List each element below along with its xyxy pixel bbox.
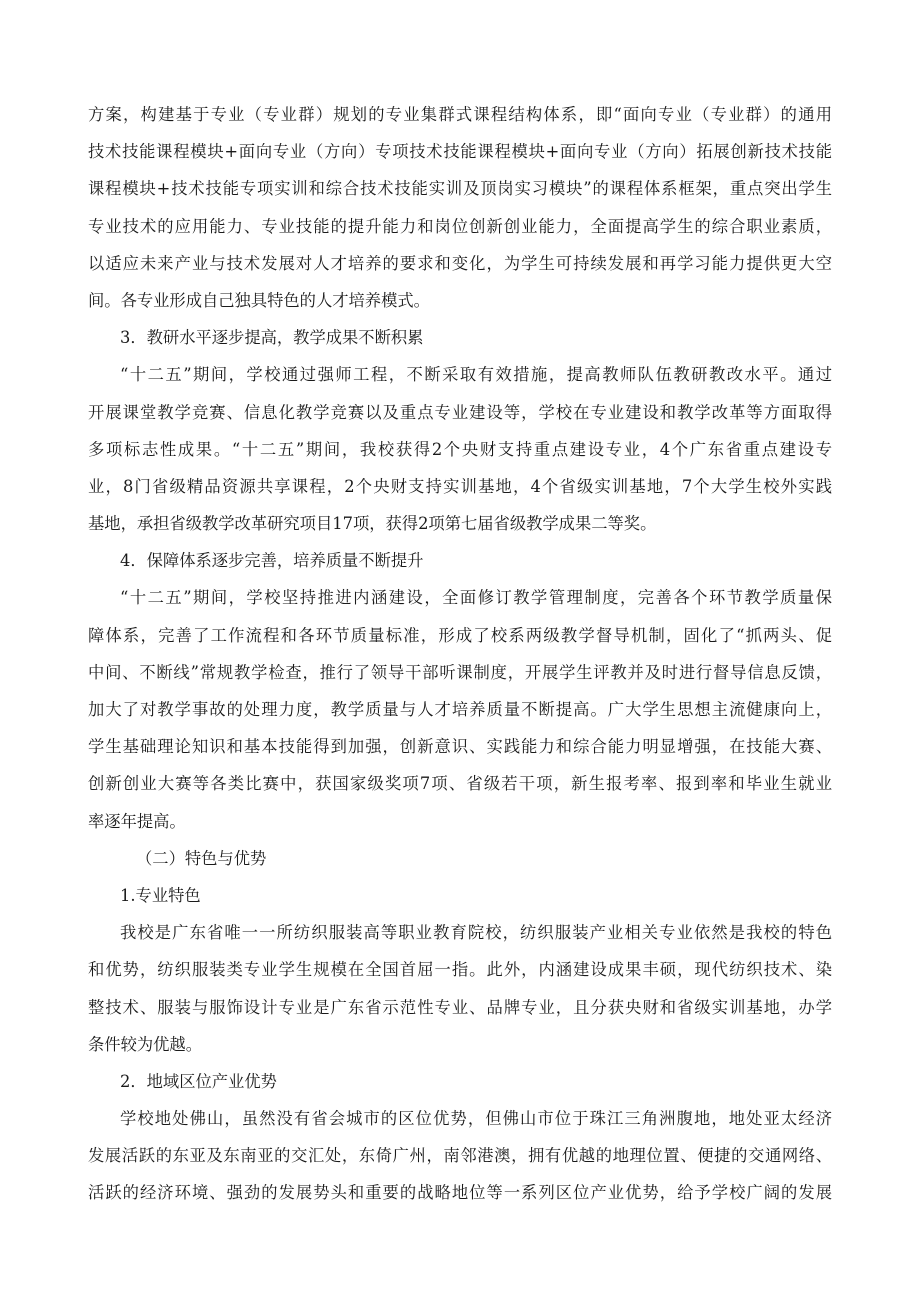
document-page	[88, 96, 832, 1212]
text-line: 加大了对教学事故的处理力度，教学质量与人才培养质量不断提高。广大学生思想主流健康向上，	[88, 700, 832, 719]
text-line: 障体系，完善了工作流程和各环节质量标准，形成了校系两级教学督导机制，固化了“抓两头、促	[88, 625, 832, 645]
section-heading: 3．教研水平逐步提高，教学成果不断积累	[120, 328, 424, 348]
text-line: 活跃的经济环境、强劲的发展势头和重要的战略地位等一系列区位产业优势，给予学校广阔的发展	[88, 1183, 832, 1203]
text-line: 专业技术的应用能力、专业技能的提升能力和岗位创新创业能力，全面提高学生的综合职业素质，	[88, 216, 832, 236]
text-line: 学校地处佛山，虽然没有省会城市的区位优势，但佛山市位于珠江三角洲腹地，地处亚太经济	[120, 1109, 832, 1129]
text-line: 以适应未来产业与技术发展对人才培养的要求和变化，为学生可持续发展和再学习能力提供更大空	[88, 253, 832, 273]
text-line: 课程模块+技术技能专项实训和综合技术技能实训及顶岗实习模块”的课程体系框架，重点突出学生	[88, 179, 832, 199]
text-line: “十二五”期间，学校坚持推进内涵建设，全面修订教学管理制度，完善各个环节教学质量保	[120, 588, 832, 608]
text-line: 方案，构建基于专业（专业群）规划的专业集群式课程结构体系，即“面向专业（专业群）的通用	[88, 105, 832, 124]
text-line: 发展活跃的东亚及东南亚的交汇处，东倚广州，南邻港澳，拥有优越的地理位置、便捷的交通网络、	[88, 1146, 832, 1166]
subsection-heading: 2．地域区位产业优势	[120, 1071, 277, 1091]
text-line: 和优势，纺织服装类专业学生规模在全国首屈一指。此外，内涵建设成果丰硕，现代纺织技术、染	[88, 960, 832, 980]
section-heading: （二）特色与优势	[136, 848, 267, 868]
text-line: 学生基础理论知识和基本技能得到加强，创新意识、实践能力和综合能力明显增强，在技能大赛、	[88, 737, 832, 757]
text-line: 间。各专业形成自己独具特色的人才培养模式。	[88, 290, 430, 310]
text-line: 条件较为优越。	[88, 1034, 202, 1054]
text-line: 率逐年提高。	[88, 811, 186, 831]
text-line: 中间、不断线”常规教学检查，推行了领导干部听课制度，开展学生评教并及时进行督导信息反馈，	[88, 662, 832, 682]
text-line: 创新创业大赛等各类比赛中，获国家级奖项7项、省级若干项，新生报考率、报到率和毕业生就业	[88, 774, 832, 794]
text-line: 基地，承担省级教学改革研究项目17项，获得2项第七届省级教学成果二等奖。	[88, 514, 657, 534]
section-heading: 4．保障体系逐步完善，培养质量不断提升	[120, 551, 424, 571]
text-line: 业，8门省级精品资源共享课程，2个央财支持实训基地，4个省级实训基地，7个大学生校外实践	[88, 476, 832, 496]
text-line: 开展课堂教学竞赛、信息化教学竞赛以及重点专业建设等，学校在专业建设和教学改革等方面取得	[88, 402, 832, 422]
subsection-heading: 1.专业特色	[120, 885, 201, 905]
text-line: 多项标志性成果。“十二五”期间，我校获得2个央财支持重点建设专业，4个广东省重点建设专	[88, 439, 832, 459]
text-line: 整技术、服装与服饰设计专业是广东省示范性专业、品牌专业，且分获央财和省级实训基地，办学	[88, 997, 832, 1017]
text-line: 我校是广东省唯一一所纺织服装高等职业教育院校，纺织服装产业相关专业依然是我校的特色	[120, 923, 832, 943]
text-line: 技术技能课程模块+面向专业（方向）专项技术技能课程模块+面向专业（方向）拓展创新技术技能	[88, 142, 832, 162]
text-line: “十二五”期间，学校通过强师工程，不断采取有效措施，提高教师队伍教研教改水平。通过	[120, 365, 832, 385]
